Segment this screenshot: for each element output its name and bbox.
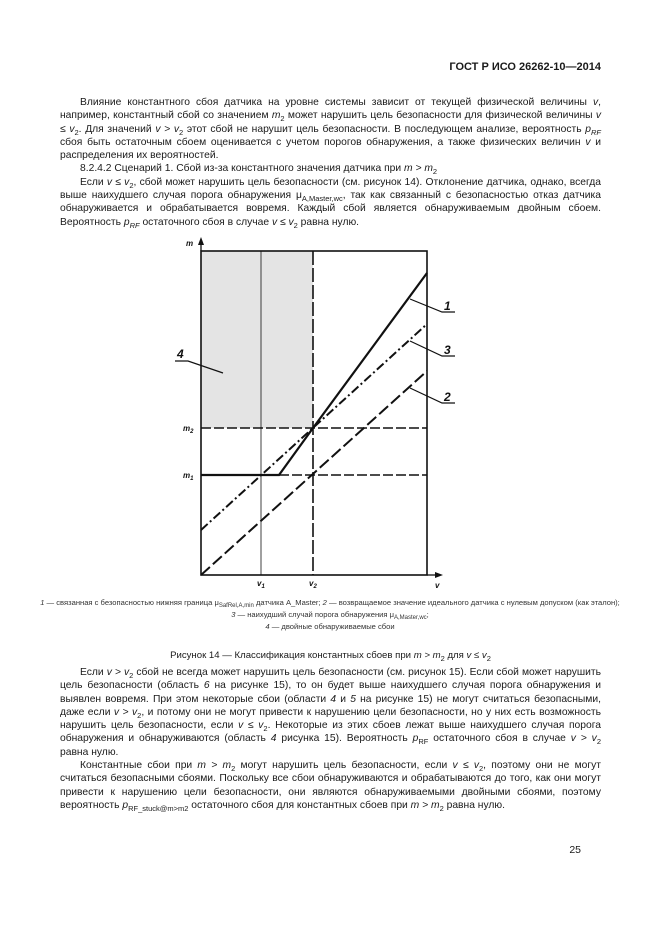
paragraph [60, 759, 601, 812]
text-run: 4 [330, 693, 337, 705]
text-run: ; [426, 610, 429, 619]
text-run: может нарушить цель безопасности для физической величины [284, 110, 596, 122]
text-run: 1 [40, 598, 45, 607]
text-run: этот сбой не нарушит цель безопасности. В последующем анализе, вероятность [183, 123, 586, 135]
paragraph [60, 666, 601, 759]
callout-2: 2 [444, 390, 451, 404]
text-run: , так как связанный с безопасностью отказ датчика обнаруживается и обрабатывается вовремя. Каждый сбой является обнаруживаемым двойным сбоем. Вероятность [60, 190, 602, 228]
subscript: 2 [486, 654, 491, 663]
text-run: v > v [113, 706, 138, 718]
text-run: v > v [155, 123, 179, 135]
text-run: . Некоторые из этих сбоев лежат выше наихудшего случая порога обнаружения и обнаруживаются (область [60, 720, 601, 745]
y-axis-arrowhead [198, 237, 204, 245]
subscript: 2 [178, 127, 184, 137]
text-run: могут нарушить цель безопасности, если [235, 760, 453, 772]
region-4-double-detected-faults [201, 251, 313, 428]
text-run: v ≤ v [271, 216, 294, 228]
text-run: и распределения их вероятностей. [60, 136, 601, 162]
subscript: 2 [74, 127, 79, 137]
subscript: 2 [432, 167, 438, 177]
text-run: 6 [203, 680, 210, 692]
text-run: Влияние константного сбоя датчика на уровне системы зависит от текущей физической величины [80, 97, 593, 108]
text-run: , например, константный сбой со значением [60, 97, 601, 122]
subscript: 2 [129, 180, 134, 190]
legend-line [40, 597, 620, 621]
text-run: и [336, 693, 351, 705]
subscript: 2 [280, 114, 285, 124]
subscript: 2 [440, 654, 445, 663]
text-run: — наихудший случай порога обнаружения μ [235, 610, 394, 619]
text-run: равна нулю. [443, 799, 505, 811]
callout-4: 4 [177, 347, 184, 361]
text-run: Если [80, 176, 107, 188]
x-axis-label: v [435, 581, 440, 590]
subscript: 2 [293, 220, 298, 230]
subscript: 2 [439, 803, 444, 813]
text-run: m > m [413, 650, 441, 661]
subscript: 2 [129, 671, 134, 680]
subscript: A,Master,wc [393, 615, 427, 621]
figure-legend [40, 597, 620, 633]
text-run: v ≤ v [466, 650, 487, 661]
subscript: RF [590, 127, 601, 137]
text-run: рисунка 15). Вероятность [276, 733, 413, 745]
text-run: v ≤ v [452, 760, 479, 772]
m1-label: $m_1$ [183, 471, 194, 482]
v2-label: $v_2$ [309, 579, 317, 590]
text-run: для [444, 650, 467, 661]
subscript: 2 [263, 724, 268, 734]
m2-label: $m_2$ [183, 424, 194, 435]
text-run: остаточного сбоя для константных сбоев при [188, 799, 411, 811]
v1-label: $v_1$ [257, 579, 265, 590]
y-axis-label: m [186, 239, 194, 248]
text-run: 4 [265, 622, 270, 631]
page-number: 25 [569, 844, 581, 856]
subscript: 2 [231, 764, 236, 774]
text-run: на рисунке 15), то он будет выше наихудшего случая порога обнаружения и выявлен вовремя. При этом некоторые сбои (области [60, 680, 601, 705]
text-run: v ≤ v [238, 720, 264, 732]
text-run: v ≤ v [60, 110, 601, 135]
text-run: датчика A_Master; [253, 598, 323, 607]
text-run: . Для значений [78, 123, 156, 135]
text-run: — возвращаемое значение идеального датчика с нулевым допуском (как эталон); [326, 598, 620, 607]
text-run: — двойные обнаруживаемые сбои [269, 622, 395, 631]
text-run: сбоя быть остаточным сбоем оценивается с учетом порогов обнаружения, а также физических величин [60, 136, 586, 148]
text-run: p [412, 733, 419, 745]
text-run: остаточного сбоя в случае [139, 216, 272, 228]
callout-1: 1 [444, 299, 451, 313]
text-run: v [592, 97, 599, 108]
figure-caption [60, 650, 601, 661]
text-run: 4 [270, 733, 277, 745]
text-run: Рисунок 14 — Классификация константных сбоев при [170, 650, 414, 661]
text-run: 2 [322, 598, 327, 607]
text-run: 5 [350, 693, 356, 705]
document-header: ГОСТ Р ИСО 26262-10—2014 [449, 61, 601, 73]
subscript: RF [129, 220, 140, 230]
text-run: — связанная с безопасностью нижняя граница μ [44, 598, 219, 607]
text-run: на рисунке 15) не могут считаться безопасными, даже если [60, 693, 601, 718]
text-run: m > m [197, 760, 232, 772]
text-run: v [585, 136, 591, 148]
text-run: m > m [404, 163, 433, 175]
text-run: v > v [570, 733, 597, 745]
text-run: Если [80, 667, 107, 678]
subscript: RF_stuck@m>m2 [128, 803, 189, 813]
text-run: 3 [231, 610, 236, 619]
text-run: Константные сбои при [80, 760, 198, 772]
text-run: , поэтому они не могут считаться безопасными сбоями. Поскольку все сбои обнаруживаются и обрабатываются до того, как они могут привести к нарушению цели безопасности, они являются обнаруживаемыми двойными сбоями, поэтому вероятность [60, 760, 601, 811]
body-text [60, 666, 601, 812]
text-run: , сбой может нарушить цель безопасности (см. рисунок 14). Отклонение датчика, однако, всегда выше наихудшего случая порога обнаружения μ [60, 176, 602, 202]
text-run: p [585, 123, 591, 135]
text-run: p [122, 799, 129, 811]
text-run: равна нулю. [60, 746, 119, 758]
text-run: равна нулю. [297, 216, 360, 228]
subscript: SafRel,A,min [218, 603, 254, 609]
text-run: v > v [106, 667, 130, 678]
text-run: сбой не всегда может нарушить цель безопасности (см. рисунок 15). Если сбой может нарушить цель безопасности (область [60, 667, 601, 692]
subscript: A,Master,wc [301, 194, 343, 204]
callout-3: 3 [444, 343, 451, 357]
legend-line [40, 621, 620, 633]
text-run: 8.2.4.2 Сценарий 1. Сбой из-за константного значения датчика при [80, 163, 405, 175]
text-run: остаточного сбоя в случае [428, 733, 571, 745]
subscript: RF [418, 737, 429, 747]
text-run: , и потому они не могут привести к нарушению цели безопасности, но у них есть возможность нарушить цель безопасности, если [60, 706, 601, 732]
text-run: p [123, 216, 130, 228]
text-run: v ≤ v [106, 176, 130, 188]
subscript: 2 [137, 710, 142, 720]
text-run: m [271, 110, 281, 122]
text-run: m > m [410, 799, 440, 811]
subscript: 2 [596, 737, 601, 747]
x-axis-arrowhead [435, 572, 443, 578]
subscript: 2 [478, 764, 484, 774]
